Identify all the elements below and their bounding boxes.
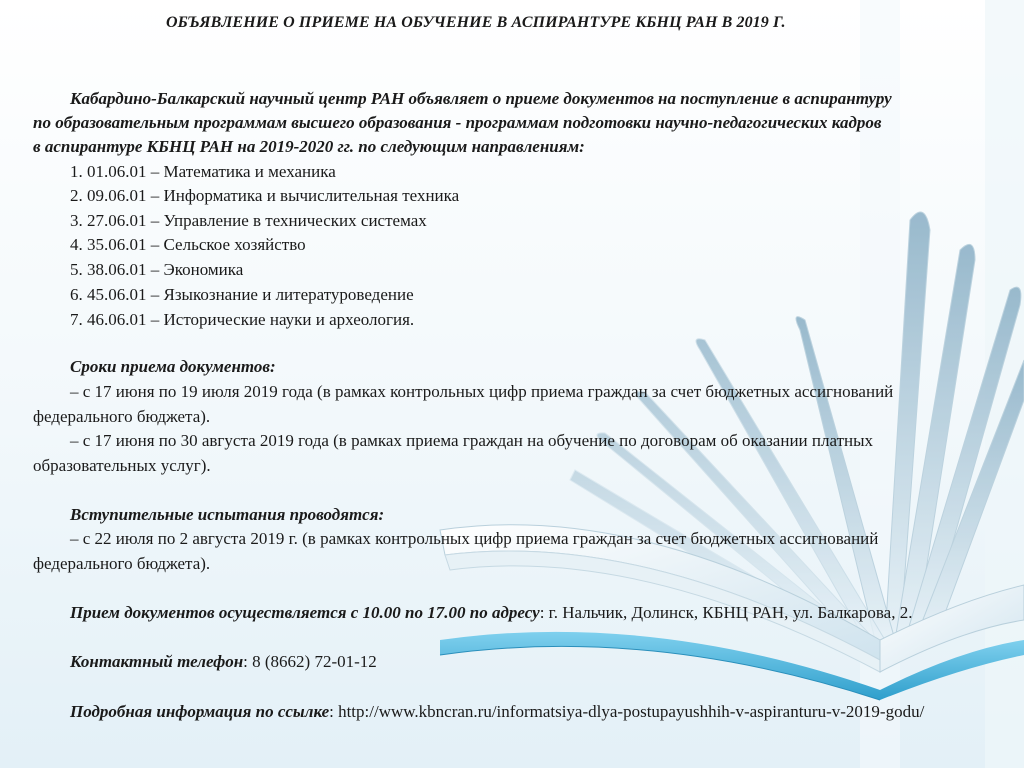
phone-label: Контактный телефон xyxy=(70,652,244,671)
reception-address: : г. Нальчик, Долинск, КБНЦ РАН, ул. Балкарова, 2. xyxy=(539,603,913,622)
info-link[interactable]: : http://www.kbncran.ru/informatsiya-dlya-postupayushhih-v-aspiranturu-v-2019-godu/ xyxy=(329,702,925,721)
direction-item: 1. 01.06.01 – Математика и механика xyxy=(70,162,336,181)
reception-label: Прием документов осуществляется с 10.00 по 17.00 по адресу xyxy=(70,603,540,622)
direction-item: 4. 35.06.01 – Сельское хозяйство xyxy=(70,235,306,254)
direction-item: 6. 45.06.01 – Языкознание и литературоведение xyxy=(70,285,414,304)
link-label: Подробная информация по ссылке xyxy=(70,702,330,721)
exams-line-2: федерального бюджета). xyxy=(33,554,211,573)
deadline-2-line-2: образовательных услуг). xyxy=(33,456,211,475)
exams-line-1: – с 22 июля по 2 августа 2019 г. (в рамках контрольных цифр приема граждан за счет бюджетных ассигнований xyxy=(70,529,879,548)
deadline-2-line-1: – с 17 июня по 30 августа 2019 года (в рамках приема граждан на обучение по договорам об оказании платных xyxy=(70,431,874,450)
direction-item: 7. 46.06.01 – Исторические науки и археология. xyxy=(70,310,415,329)
direction-item: 2. 09.06.01 – Информатика и вычислительная техника xyxy=(70,186,460,205)
phone-info xyxy=(70,650,377,674)
intro-line-3: в аспирантуре КБНЦ РАН на 2019-2020 гг. по следующим направлениям: xyxy=(33,137,585,156)
page-title: ОБЪЯВЛЕНИЕ О ПРИЕМЕ НА ОБУЧЕНИЕ В АСПИРАНТУРЕ КБНЦ РАН В 2019 Г. xyxy=(166,14,786,31)
direction-item: 3. 27.06.01 – Управление в технических системах xyxy=(70,211,427,230)
intro-line-1: Кабардино-Балкарский научный центр РАН объявляет о приеме документов на поступление в аспирантуру xyxy=(70,89,892,108)
direction-item: 5. 38.06.01 – Экономика xyxy=(70,260,244,279)
phone-number: : 8 (8662) 72-01-12 xyxy=(243,652,377,671)
exams-heading: Вступительные испытания проводятся: xyxy=(70,505,385,524)
deadline-1-line-2: федерального бюджета). xyxy=(33,407,211,426)
intro-line-2: по образовательным программам высшего образования - программам подготовки научно-педагогических кадров xyxy=(33,113,882,132)
deadline-1-line-1: – с 17 июня по 19 июля 2019 года (в рамках контрольных цифр приема граждан за счет бюджетных ассигнований xyxy=(70,382,894,401)
link-info xyxy=(70,700,924,724)
reception-info xyxy=(70,601,912,625)
deadlines-heading: Сроки приема документов: xyxy=(70,357,276,376)
